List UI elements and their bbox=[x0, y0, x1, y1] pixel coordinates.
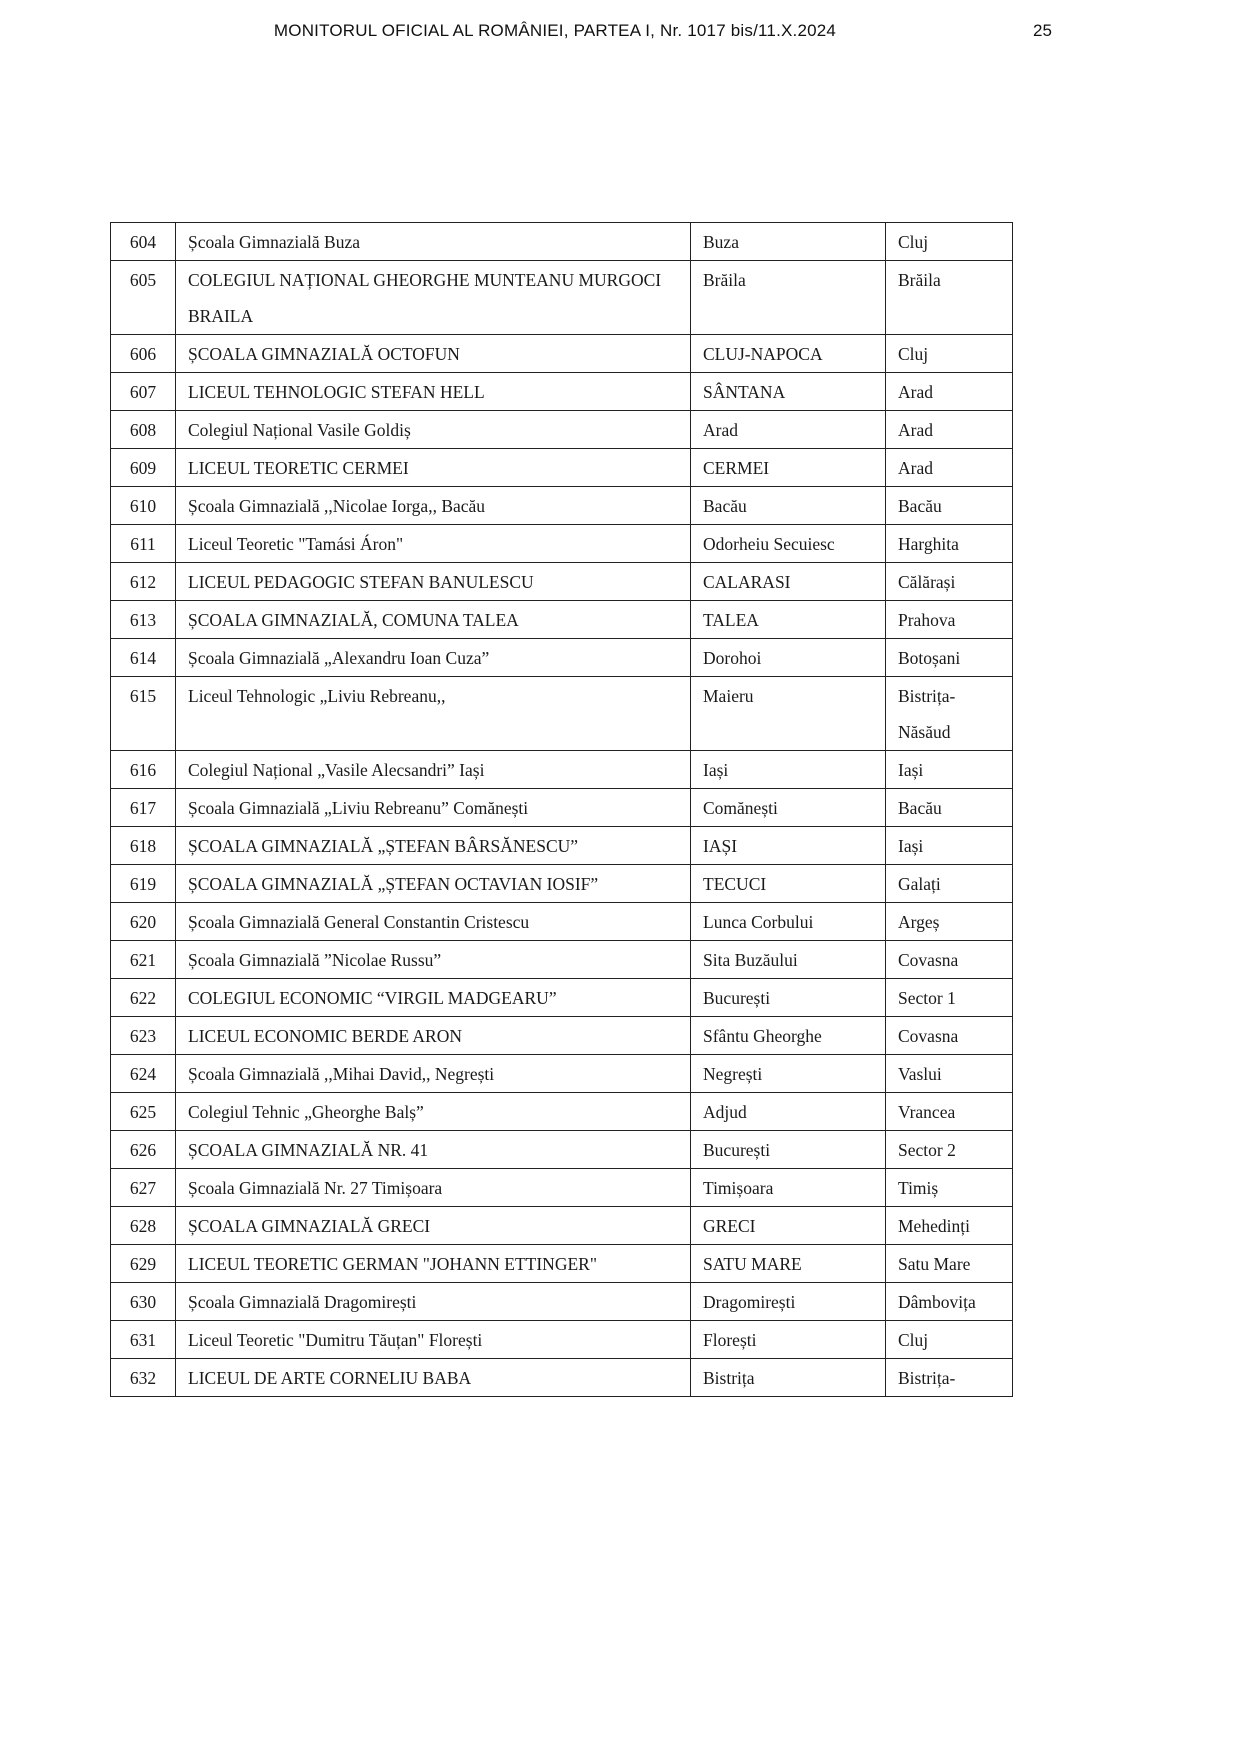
locality-cell: Brăila bbox=[691, 261, 886, 335]
row-number-cell: 613 bbox=[111, 601, 176, 639]
locality-cell: Timișoara bbox=[691, 1169, 886, 1207]
locality-cell: Bistrița bbox=[691, 1359, 886, 1397]
school-name-cell: ȘCOALA GIMNAZIALĂ „ȘTEFAN OCTAVIAN IOSIF” bbox=[176, 865, 691, 903]
row-number-cell: 629 bbox=[111, 1245, 176, 1283]
school-name-cell: LICEUL ECONOMIC BERDE ARON bbox=[176, 1017, 691, 1055]
school-name-cell: Școala Gimnazială ,,Nicolae Iorga,, Bacău bbox=[176, 487, 691, 525]
school-name-cell: ȘCOALA GIMNAZIALĂ „ȘTEFAN BÂRSĂNESCU” bbox=[176, 827, 691, 865]
school-name-cell: Colegiul Național Vasile Goldiș bbox=[176, 411, 691, 449]
row-number-cell: 610 bbox=[111, 487, 176, 525]
table-row bbox=[111, 979, 1013, 1017]
county-cell: Botoșani bbox=[886, 639, 1013, 677]
row-number-cell: 607 bbox=[111, 373, 176, 411]
row-number-cell: 622 bbox=[111, 979, 176, 1017]
school-name-cell: Școala Gimnazială „Liviu Rebreanu” Comănești bbox=[176, 789, 691, 827]
row-number-cell: 630 bbox=[111, 1283, 176, 1321]
row-number-cell: 615 bbox=[111, 677, 176, 751]
row-number-cell: 623 bbox=[111, 1017, 176, 1055]
table-row bbox=[111, 1283, 1013, 1321]
row-number-cell: 627 bbox=[111, 1169, 176, 1207]
row-number-cell: 620 bbox=[111, 903, 176, 941]
row-number-cell: 616 bbox=[111, 751, 176, 789]
locality-cell: SÂNTANA bbox=[691, 373, 886, 411]
school-name-cell: LICEUL TEHNOLOGIC STEFAN HELL bbox=[176, 373, 691, 411]
locality-cell: Adjud bbox=[691, 1093, 886, 1131]
county-cell: Timiș bbox=[886, 1169, 1013, 1207]
school-name-cell: Școala Gimnazială „Alexandru Ioan Cuza” bbox=[176, 639, 691, 677]
locality-cell: Sfântu Gheorghe bbox=[691, 1017, 886, 1055]
county-cell: Bacău bbox=[886, 487, 1013, 525]
county-cell: Cluj bbox=[886, 335, 1013, 373]
locality-cell: București bbox=[691, 979, 886, 1017]
table-row bbox=[111, 827, 1013, 865]
table-row bbox=[111, 751, 1013, 789]
school-name-cell: Liceul Teoretic "Dumitru Tăuțan" Florești bbox=[176, 1321, 691, 1359]
school-name-cell: Școala Gimnazială Buza bbox=[176, 223, 691, 261]
school-name-cell: COLEGIUL NAȚIONAL GHEORGHE MUNTEANU MURGOCI BRAILA bbox=[176, 261, 691, 335]
table-row bbox=[111, 1131, 1013, 1169]
county-cell: Vaslui bbox=[886, 1055, 1013, 1093]
row-number-cell: 608 bbox=[111, 411, 176, 449]
county-cell: Brăila bbox=[886, 261, 1013, 335]
locality-cell: Negrești bbox=[691, 1055, 886, 1093]
school-name-cell: ȘCOALA GIMNAZIALĂ GRECI bbox=[176, 1207, 691, 1245]
school-name-cell: Liceul Tehnologic „Liviu Rebreanu,, bbox=[176, 677, 691, 751]
locality-cell: CALARASI bbox=[691, 563, 886, 601]
row-number-cell: 605 bbox=[111, 261, 176, 335]
county-cell: Mehedinți bbox=[886, 1207, 1013, 1245]
table-row bbox=[111, 903, 1013, 941]
row-number-cell: 604 bbox=[111, 223, 176, 261]
county-cell: Bistrița-Năsăud bbox=[886, 677, 1013, 751]
table-row bbox=[111, 677, 1013, 751]
row-number-cell: 612 bbox=[111, 563, 176, 601]
school-name-cell: COLEGIUL ECONOMIC “VIRGIL MADGEARU” bbox=[176, 979, 691, 1017]
row-number-cell: 611 bbox=[111, 525, 176, 563]
row-number-cell: 626 bbox=[111, 1131, 176, 1169]
school-name-cell: Școala Gimnazială General Constantin Cristescu bbox=[176, 903, 691, 941]
school-name-cell: LICEUL TEORETIC GERMAN "JOHANN ETTINGER" bbox=[176, 1245, 691, 1283]
county-cell: Covasna bbox=[886, 1017, 1013, 1055]
county-cell: Covasna bbox=[886, 941, 1013, 979]
school-name-cell: Școala Gimnazială ”Nicolae Russu” bbox=[176, 941, 691, 979]
table-row bbox=[111, 411, 1013, 449]
row-number-cell: 628 bbox=[111, 1207, 176, 1245]
table-row bbox=[111, 1017, 1013, 1055]
school-name-cell: LICEUL TEORETIC CERMEI bbox=[176, 449, 691, 487]
table-row bbox=[111, 789, 1013, 827]
county-cell: Prahova bbox=[886, 601, 1013, 639]
school-name-cell: Școala Gimnazială ,,Mihai David,, Negrești bbox=[176, 1055, 691, 1093]
table-row bbox=[111, 525, 1013, 563]
table-row bbox=[111, 601, 1013, 639]
school-name-cell: Școala Gimnazială Nr. 27 Timișoara bbox=[176, 1169, 691, 1207]
row-number-cell: 614 bbox=[111, 639, 176, 677]
school-name-cell: Liceul Teoretic "Tamási Áron" bbox=[176, 525, 691, 563]
locality-cell: Comănești bbox=[691, 789, 886, 827]
row-number-cell: 632 bbox=[111, 1359, 176, 1397]
county-cell: Bistrița- bbox=[886, 1359, 1013, 1397]
locality-cell: TALEA bbox=[691, 601, 886, 639]
table-row bbox=[111, 1169, 1013, 1207]
county-cell: Cluj bbox=[886, 1321, 1013, 1359]
school-name-cell: Școala Gimnazială Dragomirești bbox=[176, 1283, 691, 1321]
row-number-cell: 618 bbox=[111, 827, 176, 865]
table-row bbox=[111, 865, 1013, 903]
county-cell: Argeș bbox=[886, 903, 1013, 941]
locality-cell: Lunca Corbului bbox=[691, 903, 886, 941]
table-row bbox=[111, 1245, 1013, 1283]
county-cell: Sector 1 bbox=[886, 979, 1013, 1017]
locality-cell: Sita Buzăului bbox=[691, 941, 886, 979]
row-number-cell: 609 bbox=[111, 449, 176, 487]
school-name-cell: ȘCOALA GIMNAZIALĂ NR. 41 bbox=[176, 1131, 691, 1169]
schools-table bbox=[110, 222, 1013, 1397]
county-cell: Bacău bbox=[886, 789, 1013, 827]
county-cell: Iași bbox=[886, 751, 1013, 789]
school-name-cell: ȘCOALA GIMNAZIALĂ OCTOFUN bbox=[176, 335, 691, 373]
table-row bbox=[111, 1321, 1013, 1359]
locality-cell: Dorohoi bbox=[691, 639, 886, 677]
locality-cell: Maieru bbox=[691, 677, 886, 751]
locality-cell: Arad bbox=[691, 411, 886, 449]
row-number-cell: 631 bbox=[111, 1321, 176, 1359]
county-cell: Vrancea bbox=[886, 1093, 1013, 1131]
locality-cell: SATU MARE bbox=[691, 1245, 886, 1283]
page-number: 25 bbox=[1033, 21, 1052, 40]
locality-cell: București bbox=[691, 1131, 886, 1169]
locality-cell: GRECI bbox=[691, 1207, 886, 1245]
row-number-cell: 619 bbox=[111, 865, 176, 903]
row-number-cell: 606 bbox=[111, 335, 176, 373]
locality-cell: Bacău bbox=[691, 487, 886, 525]
table-row bbox=[111, 487, 1013, 525]
table-row bbox=[111, 1093, 1013, 1131]
county-cell: Dâmbovița bbox=[886, 1283, 1013, 1321]
locality-cell: TECUCI bbox=[691, 865, 886, 903]
table-row bbox=[111, 261, 1013, 335]
locality-cell: CERMEI bbox=[691, 449, 886, 487]
county-cell: Galați bbox=[886, 865, 1013, 903]
row-number-cell: 625 bbox=[111, 1093, 176, 1131]
journal-title: MONITORUL OFICIAL AL ROMÂNIEI, PARTEA I, Nr. 1017 bis/11.X.2024 bbox=[273, 21, 837, 40]
county-cell: Sector 2 bbox=[886, 1131, 1013, 1169]
county-cell: Arad bbox=[886, 449, 1013, 487]
locality-cell: CLUJ-NAPOCA bbox=[691, 335, 886, 373]
table-row bbox=[111, 335, 1013, 373]
locality-cell: IAȘI bbox=[691, 827, 886, 865]
county-cell: Harghita bbox=[886, 525, 1013, 563]
county-cell: Satu Mare bbox=[886, 1245, 1013, 1283]
locality-cell: Florești bbox=[691, 1321, 886, 1359]
county-cell: Arad bbox=[886, 411, 1013, 449]
school-name-cell: Colegiul Național „Vasile Alecsandri” Iași bbox=[176, 751, 691, 789]
table-row bbox=[111, 1055, 1013, 1093]
table-row bbox=[111, 941, 1013, 979]
table-row bbox=[111, 1207, 1013, 1245]
school-name-cell: ȘCOALA GIMNAZIALĂ, COMUNA TALEA bbox=[176, 601, 691, 639]
row-number-cell: 621 bbox=[111, 941, 176, 979]
locality-cell: Iași bbox=[691, 751, 886, 789]
county-cell: Călărași bbox=[886, 563, 1013, 601]
table-row bbox=[111, 563, 1013, 601]
schools-table-body bbox=[111, 223, 1013, 1397]
table-row bbox=[111, 373, 1013, 411]
locality-cell: Dragomirești bbox=[691, 1283, 886, 1321]
school-name-cell: LICEUL DE ARTE CORNELIU BABA bbox=[176, 1359, 691, 1397]
county-cell: Iași bbox=[886, 827, 1013, 865]
table-row bbox=[111, 223, 1013, 261]
school-name-cell: Colegiul Tehnic „Gheorghe Balș” bbox=[176, 1093, 691, 1131]
row-number-cell: 617 bbox=[111, 789, 176, 827]
locality-cell: Buza bbox=[691, 223, 886, 261]
county-cell: Cluj bbox=[886, 223, 1013, 261]
county-cell: Arad bbox=[886, 373, 1013, 411]
table-row bbox=[111, 449, 1013, 487]
table-row bbox=[111, 639, 1013, 677]
locality-cell: Odorheiu Secuiesc bbox=[691, 525, 886, 563]
table-row bbox=[111, 1359, 1013, 1397]
row-number-cell: 624 bbox=[111, 1055, 176, 1093]
school-name-cell: LICEUL PEDAGOGIC STEFAN BANULESCU bbox=[176, 563, 691, 601]
